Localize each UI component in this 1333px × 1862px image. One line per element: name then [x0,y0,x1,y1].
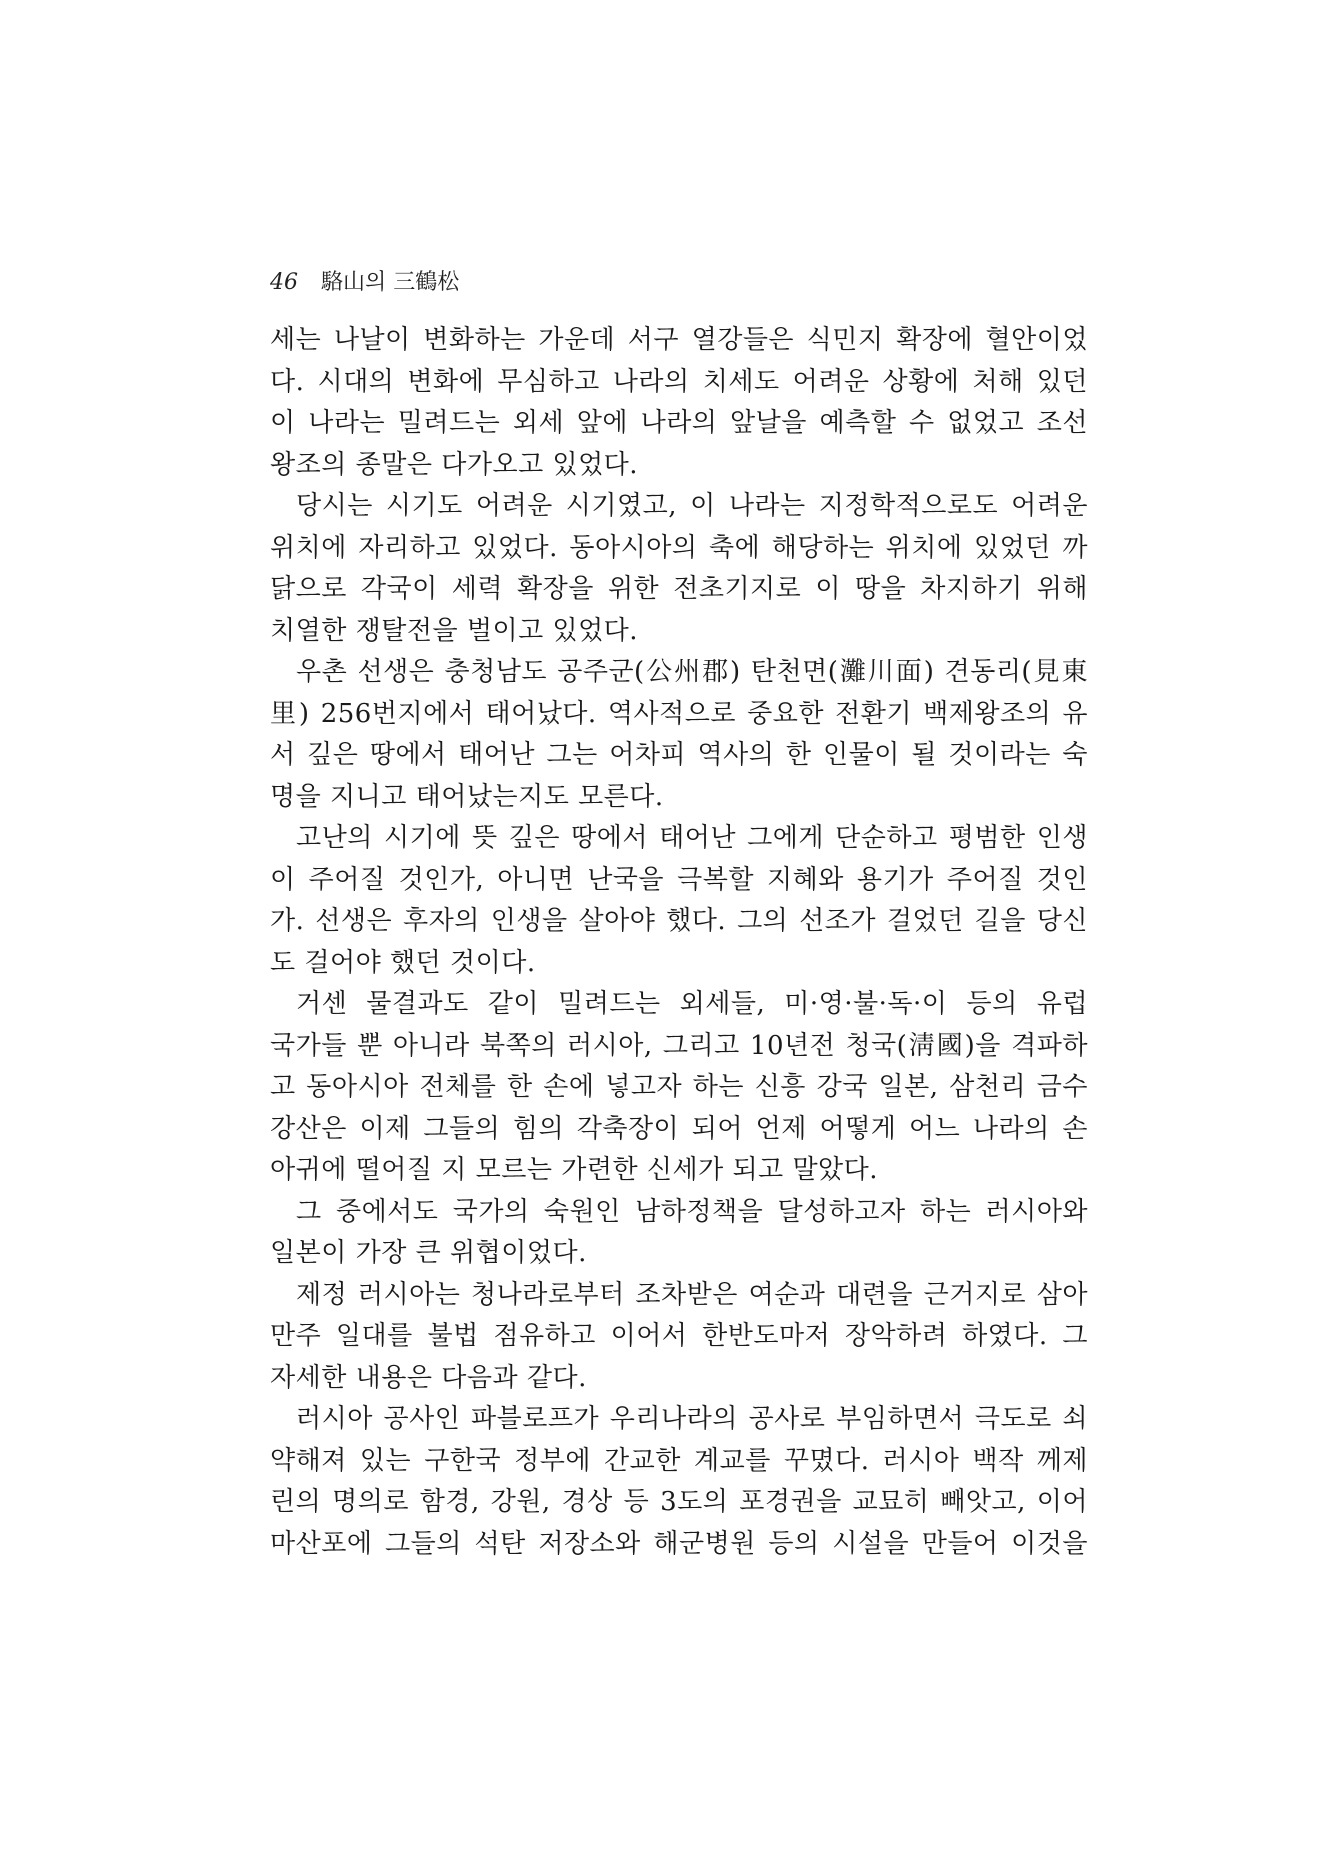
text-line: 왕조의 종말은 다가오고 있었다. [270,449,639,480]
text-line: 도 걸어야 했던 것이다. [270,947,536,978]
text-line: 일본이 가장 큰 위협이었다. [270,1238,587,1268]
text-line: 가. 선생은 후자의 인생을 살아야 했다. 그의 선조가 걸었던 길을 당신 [270,906,1088,936]
text-line: 里) 256번지에서 태어났다. 역사적으로 중요한 전환기 백제왕조의 유 [270,698,1088,729]
text-line: 아귀에 떨어질 지 모르는 가련한 신세가 되고 말았다. [270,1155,879,1185]
text-line: 우촌 선생은 충청남도 공주군(公州郡) 탄천면(灘川面) 견동리(見東 [296,657,1088,687]
text-line: 마산포에 그들의 석탄 저장소와 해군병원 등의 시설을 만들어 이것을 [270,1528,1088,1559]
text-line: 서 깊은 땅에서 태어난 그는 어차피 역사의 한 인물이 될 것이라는 숙 [270,740,1088,770]
text-line: 닭으로 각국이 세력 확장을 위한 전초기지로 이 땅을 차지하기 위해 [270,574,1088,604]
text-line: 린의 명의로 함경, 강원, 경상 등 3도의 포경권을 교묘히 빼앗고, 이어 [270,1487,1088,1517]
text-line: 자세한 내용은 다음과 같다. [270,1362,587,1393]
text-line: 그 중에서도 국가의 숙원인 남하정책을 달성하고자 하는 러시아와 [296,1196,1088,1227]
page-number: 46 [270,270,298,295]
text-line: 약해져 있는 구한국 정부에 간교한 계교를 꾸몄다. 러시아 백작 께제 [270,1445,1088,1476]
text-line: 다. 시대의 변화에 무심하고 나라의 치세도 어려운 상황에 처해 있던 [270,366,1088,397]
text-line: 이 나라는 밀려드는 외세 앞에 나라의 앞날을 예측할 수 없었고 조선 [270,408,1088,438]
text-line: 러시아 공사인 파블로프가 우리나라의 공사로 부임하면서 극도로 쇠 [296,1404,1088,1434]
text-line: 국가들 뿐 아니라 북쪽의 러시아, 그리고 10년전 청국(淸國)을 격파하 [270,1030,1088,1061]
text-line: 명을 지니고 태어났는지도 모른다. [270,781,664,812]
text-line: 제정 러시아는 청나라로부터 조차받은 여순과 대련을 근거지로 삼아 [296,1279,1088,1310]
text-line: 고 동아시아 전체를 한 손에 넣고자 하는 신흥 강국 일본, 삼천리 금수 [270,1072,1088,1102]
text-line: 만주 일대를 불법 점유하고 이어서 한반도마저 장악하려 하였다. 그 [270,1321,1088,1351]
body-text [270,320,1088,1565]
text-line: 치열한 쟁탈전을 벌이고 있었다. [270,615,639,646]
text-line: 세는 나날이 변화하는 가운데 서구 열강들은 식민지 확장에 혈안이었 [270,325,1088,355]
text-line: 당시는 시기도 어려운 시기였고, 이 나라는 지정학적으로도 어려운 [296,491,1088,521]
text-line: 이 주어질 것인가, 아니면 난국을 극복할 지혜와 용기가 주어질 것인 [270,864,1088,895]
running-head [270,268,459,298]
text-line: 고난의 시기에 뜻 깊은 땅에서 태어난 그에게 단순하고 평범한 인생 [296,823,1088,853]
book-title: 駱山의 三鶴松 [321,270,460,295]
text-line: 위치에 자리하고 있었다. 동아시아의 축에 해당하는 위치에 있었던 까 [270,532,1088,563]
text-line: 거센 물결과도 같이 밀려드는 외세들, 미·영·불·독·이 등의 유럽 [296,989,1088,1019]
text-line: 강산은 이제 그들의 힘의 각축장이 되어 언제 어떻게 어느 나라의 손 [270,1113,1088,1144]
